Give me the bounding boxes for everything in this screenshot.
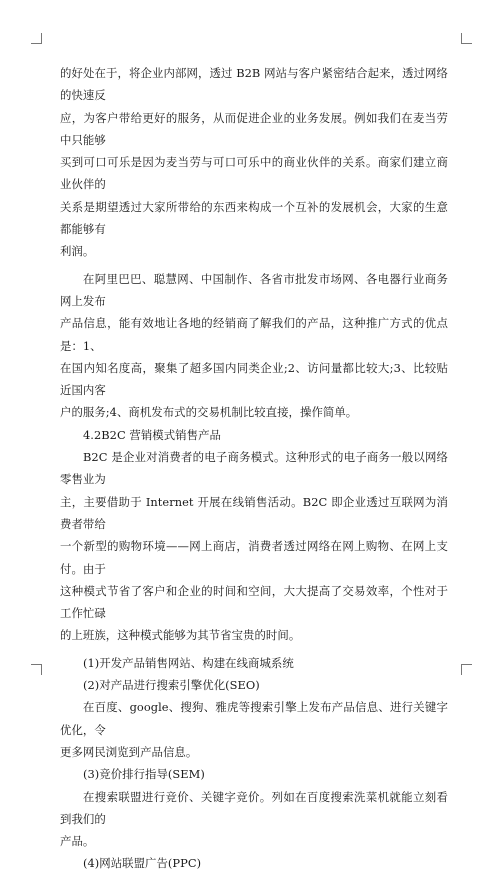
text-line: 户的服务;4、商机发布式的交易机制比较直接，操作简单。 [60, 405, 358, 420]
corner-mark-bottom-left [31, 664, 42, 675]
text-line: 在搜索联盟进行竞价、关键字竞价。列如在百度搜索洗菜机就能立刻看到我们的 [60, 789, 448, 826]
text-line: 在国内知名度高，聚集了超多国内同类企业;2、访问量都比较大;3、比较贴近国内客 [60, 360, 448, 398]
text-line: 产品。 [60, 834, 95, 849]
text-line: 利润。 [60, 244, 95, 259]
text-line: 产品信息，能有效地让各地的经销商了解我们的产品，这种推广方式的优点是：1、 [60, 316, 448, 353]
text-line: (3)竞价排行指导(SEM) [83, 767, 205, 782]
text-line: 4.2B2C 营销模式销售产品 [83, 427, 221, 442]
text-line: 一个新型的购物环境——网上商店，消费者透过网络在网上购物、在网上支付。由于 [60, 539, 448, 576]
text-line: (4)网站联盟广告(PPC) [83, 856, 202, 871]
text-line: 在阿里巴巴、聪慧网、中国制作、各省市批发市场网、各电器行业商务网上发布 [60, 271, 448, 308]
text-line: 的好处在于，将企业内部网，透过 B2B 网站与客户紧密结合起来，透过网络的快速反 [60, 66, 448, 103]
text-line: 买到可口可乐是因为麦当劳与可口可乐中的商业伙伴的关系。商家们建立商业伙伴的 [60, 155, 448, 192]
text-line: 应，为客户带给更好的服务，从而促进企业的业务发展。例如我们在麦当劳中只能够 [60, 110, 448, 147]
text-line: B2C 是企业对消费者的电子商务模式。这种形式的电子商务一般以网络零售业为 [60, 450, 448, 487]
text-line: (2)对产品进行搜索引擎优化(SEO) [83, 678, 260, 693]
text-line: 在百度、google、搜狗、雅虎等搜索引擎上发布产品信息、进行关键字优化，令 [60, 700, 448, 737]
text-line: 的上班族，这种模式能够为其节省宝贵的时间。 [60, 628, 301, 643]
corner-mark-bottom-right [461, 664, 472, 675]
text-line: 更多网民浏览到产品信息。 [60, 744, 198, 759]
text-line: 关系是期望透过大家所带给的东西来构成一个互补的发展机会，大家的生意都能够有 [60, 199, 448, 237]
corner-mark-top-right [461, 33, 472, 44]
text-line: 这种模式节省了客户和企业的时间和空间，大大提高了交易效率，个性对于工作忙碌 [60, 583, 448, 621]
corner-mark-top-left [31, 33, 42, 44]
text-line: 主，主要借助于 Internet 开展在线销售活动。B2C 即企业透过互联网为消费者带给 [60, 494, 448, 531]
document-body [60, 62, 448, 875]
text-line: (1)开发产品销售网站、构建在线商城系统 [83, 655, 294, 670]
